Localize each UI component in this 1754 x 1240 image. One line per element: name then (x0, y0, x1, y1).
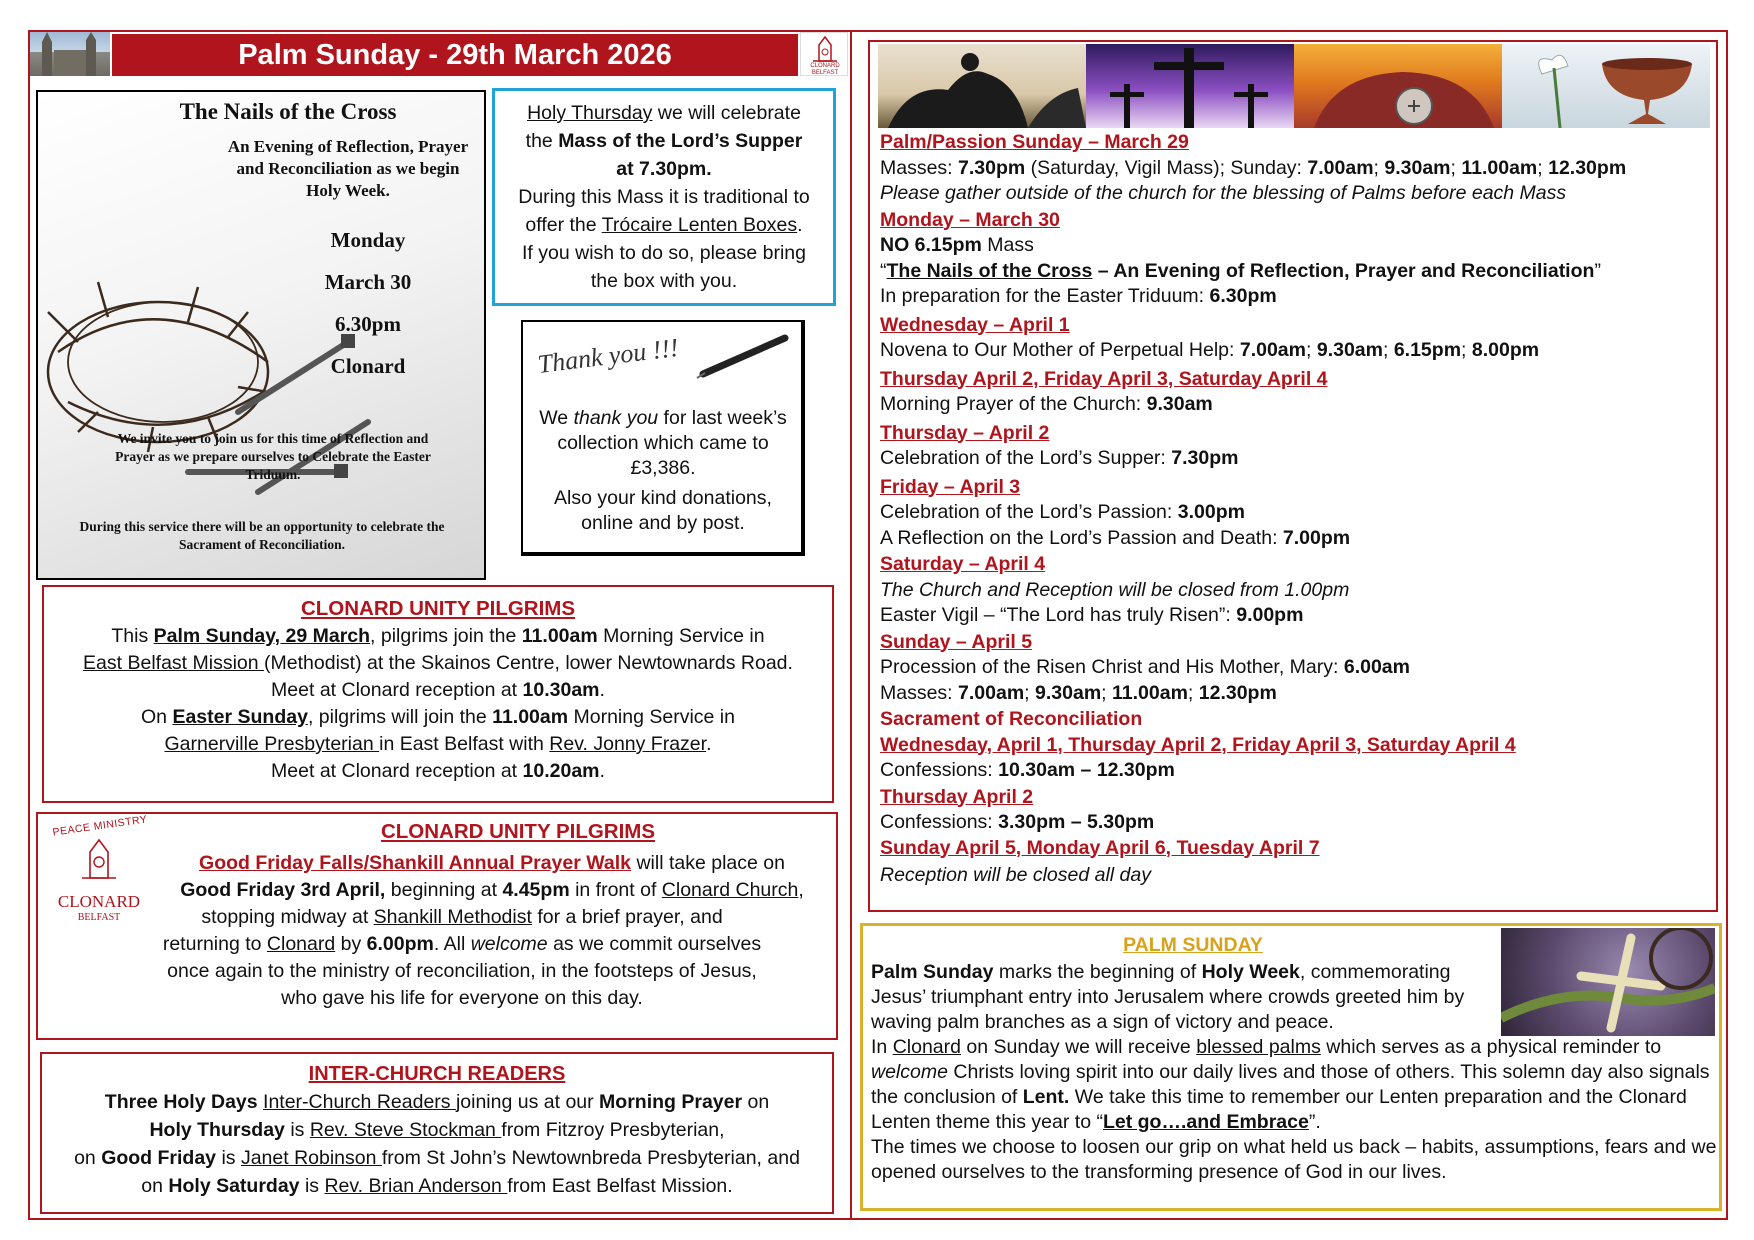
inter-church-readers-box (40, 1052, 834, 1214)
ht-line-7: the box with you. (590, 270, 738, 292)
column-divider (850, 30, 852, 1220)
readers-line-2: Holy Thursday is Rev. Steve Stockman from Fitzroy Presbyterian, (149, 1119, 725, 1141)
chalice-lily-icon (1502, 44, 1710, 128)
sched-reconciliation-thursday: Thursday April 2 (880, 785, 1034, 808)
sched-monday-no-mass: NO 6.15pm Mass (880, 234, 1034, 256)
palm-para-3: The times we choose to loosen our grip on what held us back – habits, assumptions, fears and we opened ourselves to the transforming presence of God in our lives. (871, 1136, 1717, 1183)
thank-you-script: Thank you !!! (536, 332, 681, 379)
nails-date: March 30 (324, 270, 412, 294)
sched-palm-note: Please gather outside of the church for the blessing of Palms before each Mass (880, 182, 1567, 204)
nails-poster (36, 90, 486, 580)
unity-pilgrims-box-1 (42, 585, 834, 803)
unity2-line-1: Good Friday Falls/Shankill Annual Prayer Walk will take place on (199, 852, 785, 874)
ht-line-4: During this Mass it is traditional to (518, 186, 810, 208)
thanks-para-2: Also your kind donations, online and by post. (554, 487, 772, 534)
unity2-line-3: stopping midway at Shankill Methodist for a brief prayer, and (201, 906, 723, 928)
donkey-rider-icon (878, 44, 1086, 128)
three-crosses-icon (1086, 44, 1294, 128)
unity2-line-2: Good Friday 3rd April, beginning at 4.45pm in front of Clonard Church, (180, 879, 804, 901)
sched-palm-masses: Masses: 7.30pm (Saturday, Vigil Mass); Sunday: 7.00am; 9.30am; 11.00am; 12.30pm (880, 156, 1627, 179)
sched-sunday-masses: Masses: 7.00am; 9.30am; 11.00am; 12.30pm (880, 681, 1277, 704)
palm-cross-icon (1501, 928, 1715, 1036)
peace-ministry-label: PEACE MINISTRY (51, 813, 149, 839)
nails-title: The Nails of the Cross (179, 99, 397, 124)
sched-wednesday-heading: Wednesday – April 1 (880, 313, 1070, 336)
sched-wednesday-novena: Novena to Our Mother of Perpetual Help: 7.00am; 9.30am; 6.15pm; 8.00pm (880, 339, 1540, 361)
sched-monday-prep: In preparation for the Easter Triduum: 6.30pm (880, 285, 1277, 307)
sched-saturday-heading: Saturday – April 4 (880, 553, 1046, 575)
sched-sunday-heading: Sunday – April 5 (880, 630, 1033, 653)
sched-easter-vigil: Easter Vigil – “The Lord has truly Risen”: 9.00pm (880, 604, 1304, 626)
unity2-line-6: who gave his life for everyone on this day. (281, 987, 643, 1009)
peace-logo-name: CLONARD (57, 892, 141, 911)
unity1-line-2: East Belfast Mission (Methodist) at the Skainos Centre, lower Newtownards Road. (83, 652, 793, 674)
clonard-header-logo (800, 32, 848, 76)
peace-logo-city: BELFAST (77, 912, 121, 923)
nails-time: 6.30pm (335, 312, 401, 336)
readers-line-3: on Good Friday is Janet Robinson from St John’s Newtownbreda Presbyterian, and (74, 1147, 800, 1169)
pen-icon (693, 332, 793, 382)
unity2-title: CLONARD UNITY PILGRIMS (380, 820, 656, 843)
nails-day: Monday (330, 228, 406, 252)
thank-you-box (521, 320, 805, 556)
banner-crucifixion-image (1086, 44, 1294, 128)
nails-opportunity: During this service there will be an opportunity to celebrate the Sacrament of Reconciliation. (79, 519, 445, 552)
sched-thursday-heading: Thursday – April 2 (880, 421, 1050, 444)
ht-line-1: Holy Thursday we will celebrate (527, 102, 801, 124)
holy-thursday-box (492, 88, 836, 306)
unity1-line-3: Meet at Clonard reception at 10.30am. (271, 679, 605, 701)
palm-para-2: In Clonard on Sunday we will receive blessed palms which serves as a physical reminder to welcome Christs loving spirit into our daily lives and those of others. This solemn day also signals the conclusion of Lent. We take this time to remember our Lenten preparation and the Clonard Lenten theme this year to “Let go….and Embrace”. (871, 1036, 1710, 1133)
banner-empty-tomb-image (1294, 44, 1502, 128)
header-church-photo (30, 32, 110, 76)
sched-confessions-2: Confessions: 3.30pm – 5.30pm (880, 811, 1155, 833)
readers-line-4: on Holy Saturday is Rev. Brian Anderson from East Belfast Mission. (141, 1175, 733, 1197)
unity1-line-1: This Palm Sunday, 29 March, pilgrims join the 11.00am Morning Service in (111, 625, 765, 647)
schedule-list (880, 130, 1710, 889)
unity1-line-4: On Easter Sunday, pilgrims will join the 11.00am Morning Service in (141, 706, 735, 728)
ht-line-3: at 7.30pm. (616, 158, 712, 180)
sched-palm-heading: Palm/Passion Sunday – March 29 (880, 131, 1189, 153)
holy-week-banner (878, 44, 1710, 128)
unity1-title: CLONARD UNITY PILGRIMS (300, 597, 576, 620)
nails-place: Clonard (330, 354, 406, 378)
banner-palm-entry-image (878, 44, 1086, 128)
readers-title: INTER-CHURCH READERS (308, 1063, 566, 1085)
unity-pilgrims-box-2 (36, 812, 838, 1040)
sched-saturday-closed: The Church and Reception will be closed from 1.00pm (880, 578, 1350, 601)
unity2-line-4: returning to Clonard by 6.00pm. All welcome as we commit ourselves (162, 933, 762, 955)
unity2-body (92, 850, 832, 1012)
nails-invite: We invite you to join us for this time of Reflection and Prayer as we prepare ourselves to Celebrate the Easter Triduum. (115, 431, 431, 482)
palm-cross-image (1501, 928, 1715, 1036)
banner-lily-chalice-image (1502, 44, 1710, 128)
tomb-icon (1294, 44, 1502, 128)
unity1-line-6: Meet at Clonard reception at 10.20am. (271, 760, 605, 782)
nails-subtitle: An Evening of Reflection, Prayer and Reconciliation as we begin Holy Week. (227, 137, 469, 200)
palm-sunday-title: PALM SUNDAY (1123, 934, 1263, 956)
sched-reception-closed-heading: Sunday April 5, Monday April 6, Tuesday April 7 (880, 836, 1320, 859)
thanks-para-1: We thank you for last week’s collection which came to £3,386. (539, 407, 787, 479)
sched-friday-heading: Friday – April 3 (880, 475, 1021, 498)
readers-line-1: Three Holy Days Inter-Church Readers joining us at our Morning Prayer on (104, 1091, 770, 1113)
sched-reconciliation-heading: Sacrament of Reconciliation (880, 708, 1143, 730)
sched-reconciliation-days: Wednesday, April 1, Thursday April 2, Friday April 3, Saturday April 4 (880, 733, 1516, 756)
page-title: Palm Sunday - 29th March 2026 (112, 34, 798, 76)
sched-thursday-supper: Celebration of the Lord’s Supper: 7.30pm (880, 447, 1239, 469)
holy-week-schedule-box (868, 40, 1718, 912)
header-logo-text: CLONARD BELFAST (810, 63, 840, 76)
sched-triduum-heading: Thursday April 2, Friday April 3, Saturday April 4 (880, 367, 1328, 390)
ht-line-2: the Mass of the Lord’s Supper (525, 130, 803, 152)
sched-monday-heading: Monday – March 30 (880, 208, 1060, 231)
sched-friday-reflection: A Reflection on the Lord’s Passion and Death: 7.00pm (880, 526, 1351, 549)
sched-monday-nails: “The Nails of the Cross – An Evening of Reflection, Prayer and Reconciliation” (880, 259, 1601, 282)
ht-line-6: If you wish to do so, please bring (522, 242, 806, 264)
palm-sunday-box (860, 923, 1722, 1211)
unity1-line-5: Garnerville Presbyterian in East Belfast with Rev. Jonny Frazer. (164, 733, 712, 755)
unity2-line-5: once again to the ministry of reconciliation, in the footsteps of Jesus, (167, 960, 757, 982)
sched-confessions-1: Confessions: 10.30am – 12.30pm (880, 759, 1175, 781)
ht-line-5: offer the Trócaire Lenten Boxes. (525, 214, 803, 236)
palm-para-1: Palm Sunday marks the beginning of Holy Week, commemorating Jesus’ triumphant entry into Jerusalem where crowds greeted him by waving palm branches as a sign of victory and peace. (871, 961, 1465, 1033)
church-icon (30, 32, 110, 76)
sched-reception-closed: Reception will be closed all day (880, 864, 1151, 886)
sched-sunday-procession: Procession of the Risen Christ and His Mother, Mary: 6.00am (880, 656, 1410, 678)
sched-morning-prayer: Morning Prayer of the Church: 9.30am (880, 393, 1213, 415)
sched-friday-passion: Celebration of the Lord’s Passion: 3.00pm (880, 501, 1245, 523)
